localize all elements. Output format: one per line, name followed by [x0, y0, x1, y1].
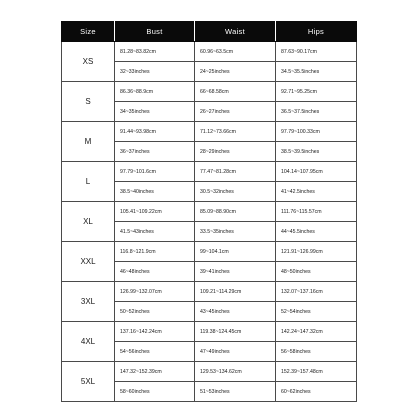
waist-cm-cell: 109.21~114.29cm [195, 282, 276, 302]
size-label: 3XL [62, 282, 115, 322]
bust-inches-cell: 34~35inches [115, 102, 195, 122]
waist-cm-cell: 99~104.1cm [195, 242, 276, 262]
bust-cm-cell: 81.28~83.82cm [115, 42, 195, 62]
waist-cm-cell: 77.47~81.28cm [195, 162, 276, 182]
hips-cm-cell: 121.91~126.99cm [276, 242, 357, 262]
waist-cm-cell: 85.09~88.90cm [195, 202, 276, 222]
hips-inches-cell: 56~58inches [276, 342, 357, 362]
waist-inches-cell: 47~49inches [195, 342, 276, 362]
size-label: S [62, 82, 115, 122]
bust-cm-cell: 86.36~88.9cm [115, 82, 195, 102]
table-row [62, 162, 357, 182]
hips-inches-cell: 60~62inches [276, 382, 357, 402]
waist-cm-cell: 60.96~63.5cm [195, 42, 276, 62]
hips-inches-cell: 34.5~35.5inches [276, 62, 357, 82]
table-row [62, 362, 357, 382]
waist-inches-cell: 28~29inches [195, 142, 276, 162]
hips-cm-cell: 104.14~107.95cm [276, 162, 357, 182]
waist-cm-cell: 66~68.58cm [195, 82, 276, 102]
size-label: 5XL [62, 362, 115, 402]
size-label: 4XL [62, 322, 115, 362]
hips-cm-cell: 111.76~115.57cm [276, 202, 357, 222]
table-row [62, 322, 357, 342]
table-row [62, 202, 357, 222]
hips-cm-cell: 97.79~100.33cm [276, 122, 357, 142]
size-label: XS [62, 42, 115, 82]
size-label: XXL [62, 242, 115, 282]
hips-inches-cell: 48~50inches [276, 262, 357, 282]
waist-cm-cell: 71.12~73.66cm [195, 122, 276, 142]
size-rows [62, 42, 357, 402]
hips-cm-cell: 152.39~157.48cm [276, 362, 357, 382]
waist-inches-cell: 33.5~35inches [195, 222, 276, 242]
waist-inches-cell: 39~41inches [195, 262, 276, 282]
hips-inches-cell: 52~54inches [276, 302, 357, 322]
table-row [62, 122, 357, 142]
bust-cm-cell: 137.16~142.24cm [115, 322, 195, 342]
bust-inches-cell: 36~37inches [115, 142, 195, 162]
hips-cm-cell: 132.07~137.16cm [276, 282, 357, 302]
size-label: L [62, 162, 115, 202]
hips-inches-cell: 41~42.5inches [276, 182, 357, 202]
header-hips: Hips [276, 22, 357, 42]
header-row [62, 22, 357, 42]
hips-inches-cell: 38.5~39.5inches [276, 142, 357, 162]
hips-cm-cell: 92.71~95.25cm [276, 82, 357, 102]
table-row [62, 42, 357, 62]
waist-cm-cell: 129.53~134.62cm [195, 362, 276, 382]
waist-inches-cell: 30.5~32inches [195, 182, 276, 202]
bust-inches-cell: 41.5~43inches [115, 222, 195, 242]
hips-inches-cell: 44~45.5inches [276, 222, 357, 242]
bust-inches-cell: 58~60inches [115, 382, 195, 402]
bust-cm-cell: 105.41~109.22cm [115, 202, 195, 222]
bust-inches-cell: 54~56inches [115, 342, 195, 362]
waist-inches-cell: 43~45inches [195, 302, 276, 322]
waist-inches-cell: 24~25inches [195, 62, 276, 82]
table-row [62, 282, 357, 302]
bust-inches-cell: 32~33inches [115, 62, 195, 82]
bust-inches-cell: 50~52inches [115, 302, 195, 322]
table-row [62, 82, 357, 102]
header-size: Size [62, 22, 115, 42]
size-label: XL [62, 202, 115, 242]
waist-inches-cell: 26~27inches [195, 102, 276, 122]
header-bust: Bust [115, 22, 195, 42]
size-label: M [62, 122, 115, 162]
bust-cm-cell: 97.79~101.6cm [115, 162, 195, 182]
bust-cm-cell: 126.99~132.07cm [115, 282, 195, 302]
bust-cm-cell: 147.32~152.39cm [115, 362, 195, 382]
bust-cm-cell: 116.8~121.9cm [115, 242, 195, 262]
hips-inches-cell: 36.5~37.5inches [276, 102, 357, 122]
hips-cm-cell: 87.63~90.17cm [276, 42, 357, 62]
hips-cm-cell: 142.24~147.32cm [276, 322, 357, 342]
waist-cm-cell: 119.38~124.45cm [195, 322, 276, 342]
table-row [62, 242, 357, 262]
size-chart-table [61, 21, 357, 402]
header-waist: Waist [195, 22, 276, 42]
waist-inches-cell: 51~53inches [195, 382, 276, 402]
bust-cm-cell: 91.44~93.98cm [115, 122, 195, 142]
bust-inches-cell: 38.5~40inches [115, 182, 195, 202]
bust-inches-cell: 46~48inches [115, 262, 195, 282]
